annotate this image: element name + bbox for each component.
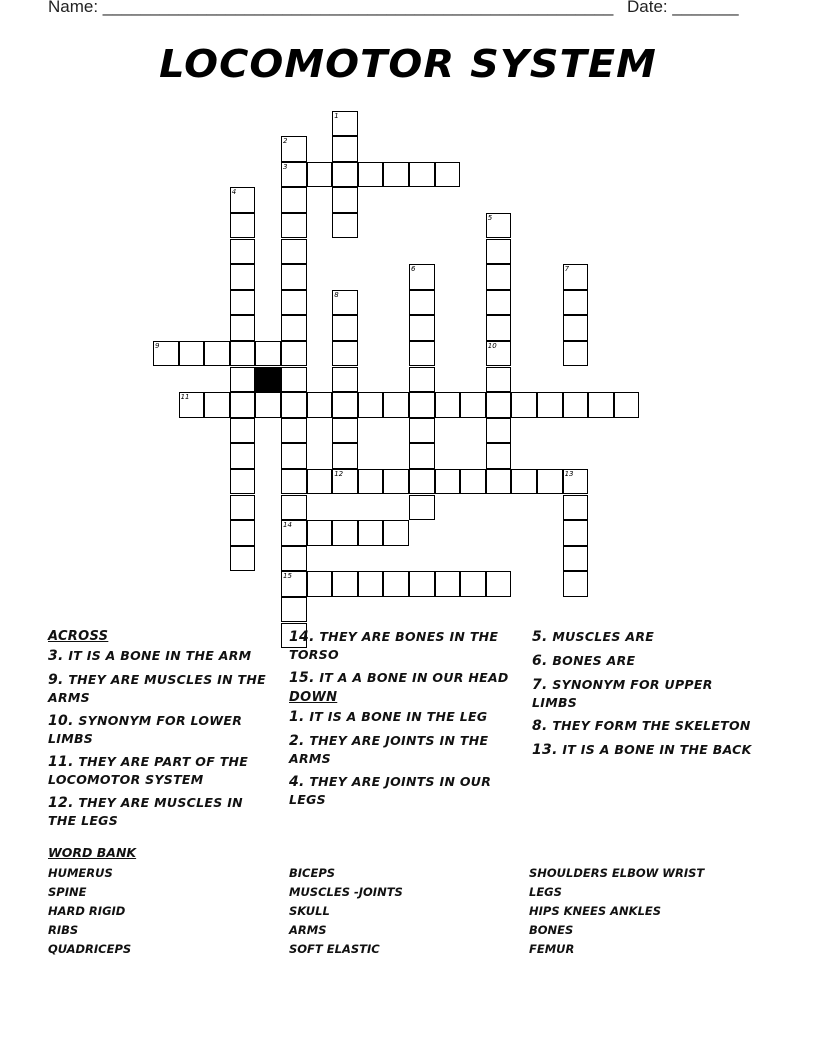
crossword-cell[interactable] [281, 213, 307, 239]
crossword-cell[interactable] [486, 571, 512, 597]
crossword-cell[interactable] [307, 392, 333, 418]
clue-item-text: THEY ARE MUSCLES IN THE ARMS [48, 672, 266, 705]
clue-number: 9 [155, 341, 160, 350]
word-bank-column-2 [289, 864, 403, 959]
clue-item-number: 14. [289, 629, 315, 645]
crossword-cell[interactable] [409, 418, 435, 444]
crossword-cell[interactable] [281, 136, 307, 162]
clue-item-number: 9. [48, 672, 64, 688]
clue-item-number: 13. [532, 742, 558, 758]
crossword-cell[interactable] [563, 469, 589, 495]
crossword-cell[interactable] [409, 495, 435, 521]
word-bank-item: ARMS [289, 923, 327, 937]
clue-item-number: 5. [532, 629, 548, 645]
crossword-cell[interactable] [230, 443, 256, 469]
clue-item [289, 708, 509, 726]
crossword-cell[interactable] [511, 392, 537, 418]
crossword-cell[interactable] [486, 469, 512, 495]
crossword-cell[interactable] [409, 341, 435, 367]
word-bank-item: SKULL [289, 904, 330, 918]
clue-item-text: IT IS A BONE IN THE LEG [304, 709, 488, 724]
word-bank-header: WORD BANK [48, 845, 137, 860]
name-field-line[interactable]: Name: ______________________________________________________ [48, 0, 614, 16]
clue-item [532, 676, 757, 711]
clue-item-text: THEY ARE MUSCLES IN THE LEGS [48, 795, 243, 828]
word-bank-item: MUSCLES -JOINTS [289, 885, 403, 899]
crossword-cell[interactable] [409, 469, 435, 495]
clues-column-1 [48, 628, 268, 835]
crossword-cell[interactable] [358, 571, 384, 597]
clue-number: 1 [334, 111, 339, 120]
clue-item-number: 15. [289, 670, 315, 686]
crossword-cell[interactable] [332, 367, 358, 393]
crossword-cell[interactable] [230, 341, 256, 367]
clue-list-down-2 [532, 628, 757, 759]
crossword-cell[interactable] [383, 520, 409, 546]
clue-item-number: 1. [289, 709, 305, 725]
crossword-cell[interactable] [409, 443, 435, 469]
date-field-line[interactable]: Date: _______ [627, 0, 739, 16]
clue-item [289, 669, 509, 687]
clue-item-text: IT IS A BONE IN THE BACK [557, 742, 752, 757]
crossword-cell[interactable] [230, 315, 256, 341]
clue-number: 11 [180, 393, 190, 402]
clue-item [532, 741, 757, 759]
clue-item [532, 628, 757, 646]
crossword-cell[interactable] [332, 136, 358, 162]
crossword-cell[interactable] [281, 546, 307, 572]
crossword-cell[interactable] [563, 546, 589, 572]
crossword-cell[interactable] [307, 520, 333, 546]
clue-item-text: THEY ARE PART OF THE LOCOMOTOR SYSTEM [48, 754, 249, 787]
word-bank-column-3 [529, 864, 704, 959]
crossword-cell[interactable] [230, 520, 256, 546]
clue-item-text: IT IS A BONE IN THE ARM [63, 648, 252, 663]
crossword-cell[interactable] [281, 162, 307, 188]
crossword-cell[interactable] [486, 418, 512, 444]
clues-column-2 [289, 628, 509, 814]
clue-list-across-2 [289, 628, 509, 687]
crossword-cell[interactable] [435, 571, 461, 597]
word-bank-item: BICEPS [289, 866, 336, 880]
crossword-cell[interactable] [563, 392, 589, 418]
crossword-cell[interactable] [230, 367, 256, 393]
crossword-cell[interactable] [435, 469, 461, 495]
crossword-cell[interactable] [307, 162, 333, 188]
crossword-cell[interactable] [563, 290, 589, 316]
clue-list-across-1 [48, 647, 268, 829]
word-bank-item: SOFT ELASTIC [289, 942, 380, 956]
clue-item [532, 717, 757, 735]
crossword-cell[interactable] [486, 239, 512, 265]
clue-number: 15 [283, 572, 292, 581]
word-bank-item: BONES [529, 923, 574, 937]
crossword-cell[interactable] [281, 418, 307, 444]
crossword-cell[interactable] [486, 367, 512, 393]
clue-item-number: 3. [48, 648, 64, 664]
word-bank-item: RIBS [48, 923, 79, 937]
word-bank-column-1 [48, 864, 131, 959]
crossword-cell[interactable] [435, 392, 461, 418]
crossword-cell[interactable] [230, 239, 256, 265]
word-bank-item: FEMUR [529, 942, 575, 956]
crossword-cell[interactable] [332, 418, 358, 444]
crossword-cell[interactable] [281, 392, 307, 418]
crossword-cell[interactable] [281, 239, 307, 265]
clue-item [48, 794, 268, 829]
word-bank-item: SPINE [48, 885, 87, 899]
crossword-cell[interactable] [537, 392, 563, 418]
crossword-cell[interactable] [563, 495, 589, 521]
crossword-cell[interactable] [358, 469, 384, 495]
crossword-cell[interactable] [204, 392, 230, 418]
page-title: LOCOMOTOR SYSTEM [159, 42, 657, 86]
crossword-cell[interactable] [383, 162, 409, 188]
crossword-cell[interactable] [332, 290, 358, 316]
crossword-black-cell [255, 367, 281, 393]
crossword-cell[interactable] [281, 495, 307, 521]
clue-item [48, 712, 268, 747]
crossword-cell[interactable] [460, 469, 486, 495]
clue-number: 13 [564, 469, 574, 478]
crossword-cell[interactable] [281, 597, 307, 623]
crossword-cell[interactable] [409, 290, 435, 316]
crossword-cell[interactable] [486, 341, 512, 367]
clue-item-text: BONES ARE [547, 653, 636, 668]
word-bank-item: QUADRICEPS [48, 942, 132, 956]
crossword-cell[interactable] [486, 213, 512, 239]
crossword-cell[interactable] [307, 469, 333, 495]
crossword-cell[interactable] [588, 392, 614, 418]
crossword-cell[interactable] [486, 290, 512, 316]
crossword-cell[interactable] [332, 443, 358, 469]
clue-item [289, 732, 509, 767]
clue-item-number: 2. [289, 733, 305, 749]
clue-item-number: 10. [48, 713, 74, 729]
clue-item [48, 671, 268, 706]
clue-item [48, 647, 268, 665]
clue-item-number: 4. [289, 774, 305, 790]
crossword-cell[interactable] [230, 495, 256, 521]
crossword-cell[interactable] [383, 469, 409, 495]
crossword-cell[interactable] [307, 571, 333, 597]
crossword-cell[interactable] [537, 469, 563, 495]
crossword-cell[interactable] [332, 392, 358, 418]
clue-number: 6 [411, 265, 416, 274]
crossword-cell[interactable] [230, 264, 256, 290]
crossword-cell[interactable] [332, 315, 358, 341]
crossword-cell[interactable] [358, 162, 384, 188]
crossword-cell[interactable] [332, 469, 358, 495]
clue-item-text: THEY FORM THE SKELETON [547, 718, 751, 733]
crossword-cell[interactable] [204, 341, 230, 367]
clue-item-text: IT A A BONE IN OUR HEAD [314, 670, 509, 685]
crossword-cell[interactable] [332, 187, 358, 213]
clue-number: 14 [283, 521, 292, 530]
crossword-cell[interactable] [435, 162, 461, 188]
crossword-cell[interactable] [281, 443, 307, 469]
crossword-cell[interactable] [281, 290, 307, 316]
crossword-cell[interactable] [230, 187, 256, 213]
crossword-cell[interactable] [563, 571, 589, 597]
crossword-cell[interactable] [230, 392, 256, 418]
clue-number: 7 [564, 265, 570, 274]
crossword-cell[interactable] [332, 341, 358, 367]
clue-item-number: 6. [532, 653, 548, 669]
crossword-cell[interactable] [281, 520, 307, 546]
clue-item-text: SYNONYM FOR LOWER LIMBS [48, 713, 243, 746]
crossword-cell[interactable] [230, 469, 256, 495]
crossword-cell[interactable] [281, 367, 307, 393]
clue-list-down-1 [289, 708, 509, 808]
clues-column-3 [532, 628, 757, 765]
clue-item-number: 7. [532, 677, 548, 693]
crossword-cell[interactable] [383, 571, 409, 597]
crossword-cell[interactable] [511, 469, 537, 495]
crossword-cell[interactable] [563, 520, 589, 546]
word-bank-item: HARD RIGID [48, 904, 126, 918]
word-bank-item: HIPS KNEES ANKLES [529, 904, 662, 918]
crossword-cell[interactable] [409, 264, 435, 290]
crossword-cell[interactable] [358, 392, 384, 418]
clue-item-text: SYNONYM FOR UPPER LIMBS [532, 677, 713, 710]
crossword-cell[interactable] [281, 469, 307, 495]
crossword-cell[interactable] [281, 571, 307, 597]
crossword-cell[interactable] [255, 392, 281, 418]
crossword-cell[interactable] [153, 341, 179, 367]
crossword-cell[interactable] [332, 111, 358, 137]
crossword-cell[interactable] [281, 264, 307, 290]
clue-number: 2 [283, 137, 288, 146]
crossword-cell[interactable] [563, 341, 589, 367]
word-bank [48, 842, 768, 956]
crossword-cell[interactable] [460, 392, 486, 418]
crossword-cell[interactable] [409, 367, 435, 393]
across-header: ACROSS [48, 629, 109, 644]
crossword-cell[interactable] [230, 290, 256, 316]
clue-number: 4 [231, 188, 237, 197]
clue-item [289, 628, 509, 663]
word-bank-item: HUMERUS [48, 866, 113, 880]
crossword-cell[interactable] [281, 341, 307, 367]
clue-number: 10 [487, 341, 497, 350]
crossword-cell[interactable] [460, 571, 486, 597]
crossword-cell[interactable] [230, 213, 256, 239]
crossword-cell[interactable] [332, 520, 358, 546]
crossword-cell[interactable] [230, 546, 256, 572]
down-header: DOWN [289, 690, 338, 705]
clue-item-text: THEY ARE BONES IN THE TORSO [289, 629, 499, 662]
crossword-cell[interactable] [230, 418, 256, 444]
crossword-cell[interactable] [563, 264, 589, 290]
clue-item-number: 12. [48, 795, 74, 811]
crossword-cell[interactable] [281, 315, 307, 341]
clue-number: 12 [334, 469, 344, 478]
crossword-cell[interactable] [332, 571, 358, 597]
crossword-cell[interactable] [409, 315, 435, 341]
crossword-cell[interactable] [486, 315, 512, 341]
clue-item-text: THEY ARE JOINTS IN OUR LEGS [289, 774, 492, 807]
clue-item-text: MUSCLES ARE [547, 629, 655, 644]
clue-item [48, 753, 268, 788]
crossword-cell[interactable] [563, 315, 589, 341]
crossword-cell[interactable] [383, 392, 409, 418]
crossword-cell[interactable] [614, 392, 640, 418]
clue-item-number: 11. [48, 754, 74, 770]
crossword-cell[interactable] [332, 213, 358, 239]
crossword-cell[interactable] [409, 392, 435, 418]
clue-item-text: THEY ARE JOINTS IN THE ARMS [289, 733, 489, 766]
crossword-cell[interactable] [255, 341, 281, 367]
crossword-cell[interactable] [358, 520, 384, 546]
clue-number: 5 [487, 213, 493, 222]
crossword-cell[interactable] [409, 571, 435, 597]
crossword-cell[interactable] [281, 187, 307, 213]
clue-number: 3 [283, 162, 288, 171]
clue-item [532, 652, 757, 670]
crossword-cell[interactable] [486, 392, 512, 418]
crossword-cell[interactable] [179, 392, 205, 418]
clue-number: 8 [334, 290, 339, 299]
crossword-cell[interactable] [332, 162, 358, 188]
clue-item [289, 773, 509, 808]
crossword-cell[interactable] [179, 341, 205, 367]
crossword-cell[interactable] [486, 264, 512, 290]
word-bank-item: SHOULDERS ELBOW WRIST [529, 866, 705, 880]
word-bank-item: LEGS [529, 885, 562, 899]
clue-item-number: 8. [532, 718, 548, 734]
crossword-cell[interactable] [486, 443, 512, 469]
crossword-cell[interactable] [409, 162, 435, 188]
